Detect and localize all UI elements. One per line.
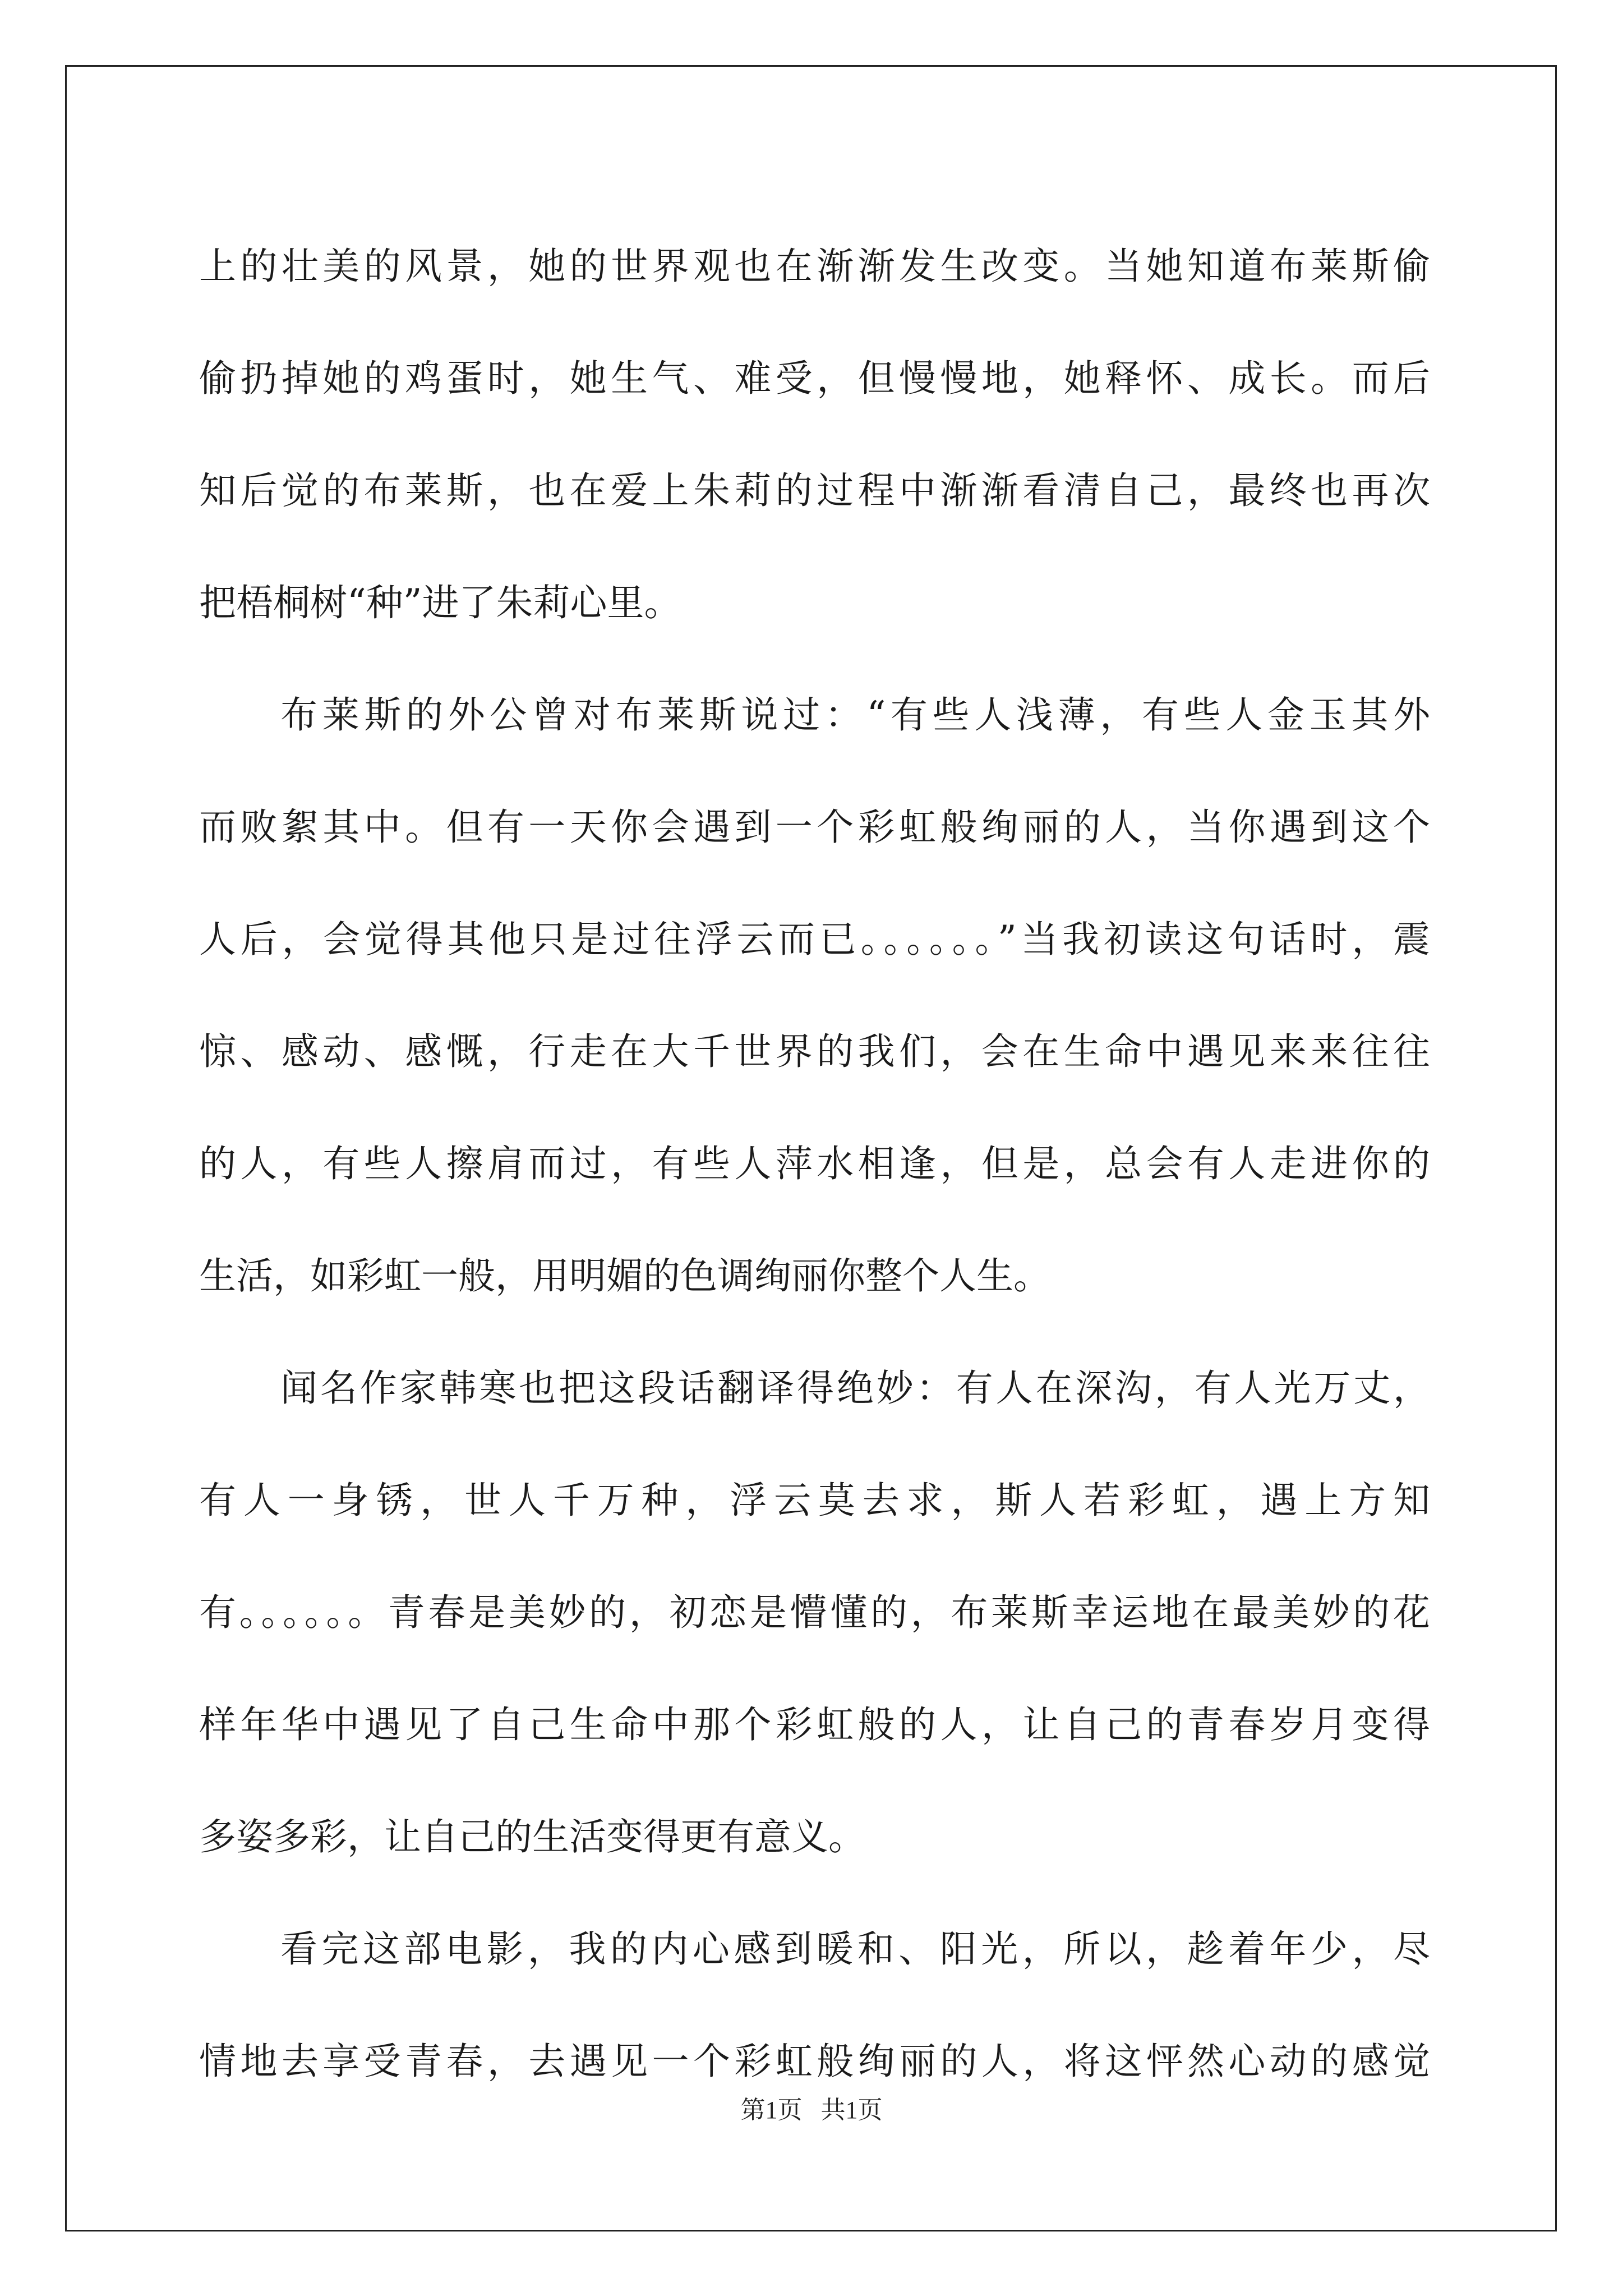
text-line: 知后觉的布莱斯，也在爱上朱莉的过程中渐渐看清自己，最终也再次 <box>199 469 1430 512</box>
text-line: 生活，如彩虹一般，用明媚的色调绚丽你整个人生。 <box>199 1254 1050 1297</box>
text-line: 情地去享受青春，去遇见一个彩虹般绚丽的人，将这怦然心动的感觉 <box>199 2040 1430 2083</box>
text-line: 多姿多彩，让自己的生活变得更有意义。 <box>199 1815 865 1858</box>
text-line: 有人一身锈，世人千万种，浮云莫去求，斯人若彩虹，遇上方知 <box>199 1479 1430 1522</box>
text-line: 上的壮美的风景，她的世界观也在渐渐发生改变。当她知道布莱斯偷 <box>199 245 1430 288</box>
text-line: 有。。。。。。青春是美妙的，初恋是懵懂的，布莱斯幸运地在最美妙的花 <box>199 1591 1430 1634</box>
text-line: 人后，会觉得其他只是过往浮云而已。。。。。。”当我初读这句话时，震 <box>199 918 1430 961</box>
page-number-footer: 第1页 共1页 <box>740 2096 883 2124</box>
text-line: 看完这部电影，我的内心感到暖和、阳光，所以，趁着年少，尽 <box>280 1927 1430 1971</box>
document-body <box>199 210 1430 2118</box>
text-line: 布莱斯的外公曾对布莱斯说过：“有些人浅薄，有些人金玉其外 <box>280 693 1430 737</box>
text-line: 惊、感动、感慨，行走在大千世界的我们，会在生命中遇见来来往往 <box>199 1030 1430 1073</box>
text-line: 闻名作家韩寒也把这段话翻译得绝妙：有人在深沟，有人光万丈， <box>280 1366 1430 1410</box>
text-line: 把梧桐树“种”进了朱莉心里。 <box>199 581 681 624</box>
text-line: 样年华中遇见了自己生命中那个彩虹般的人，让自己的青春岁月变得 <box>199 1703 1430 1746</box>
text-line: 而败絮其中。但有一天你会遇到一个彩虹般绚丽的人，当你遇到这个 <box>199 806 1430 849</box>
text-line: 偷扔掉她的鸡蛋时，她生气、难受，但慢慢地，她释怀、成长。而后 <box>199 357 1430 400</box>
text-line: 的人，有些人擦肩而过，有些人萍水相逢，但是，总会有人走进你的 <box>199 1142 1430 1185</box>
